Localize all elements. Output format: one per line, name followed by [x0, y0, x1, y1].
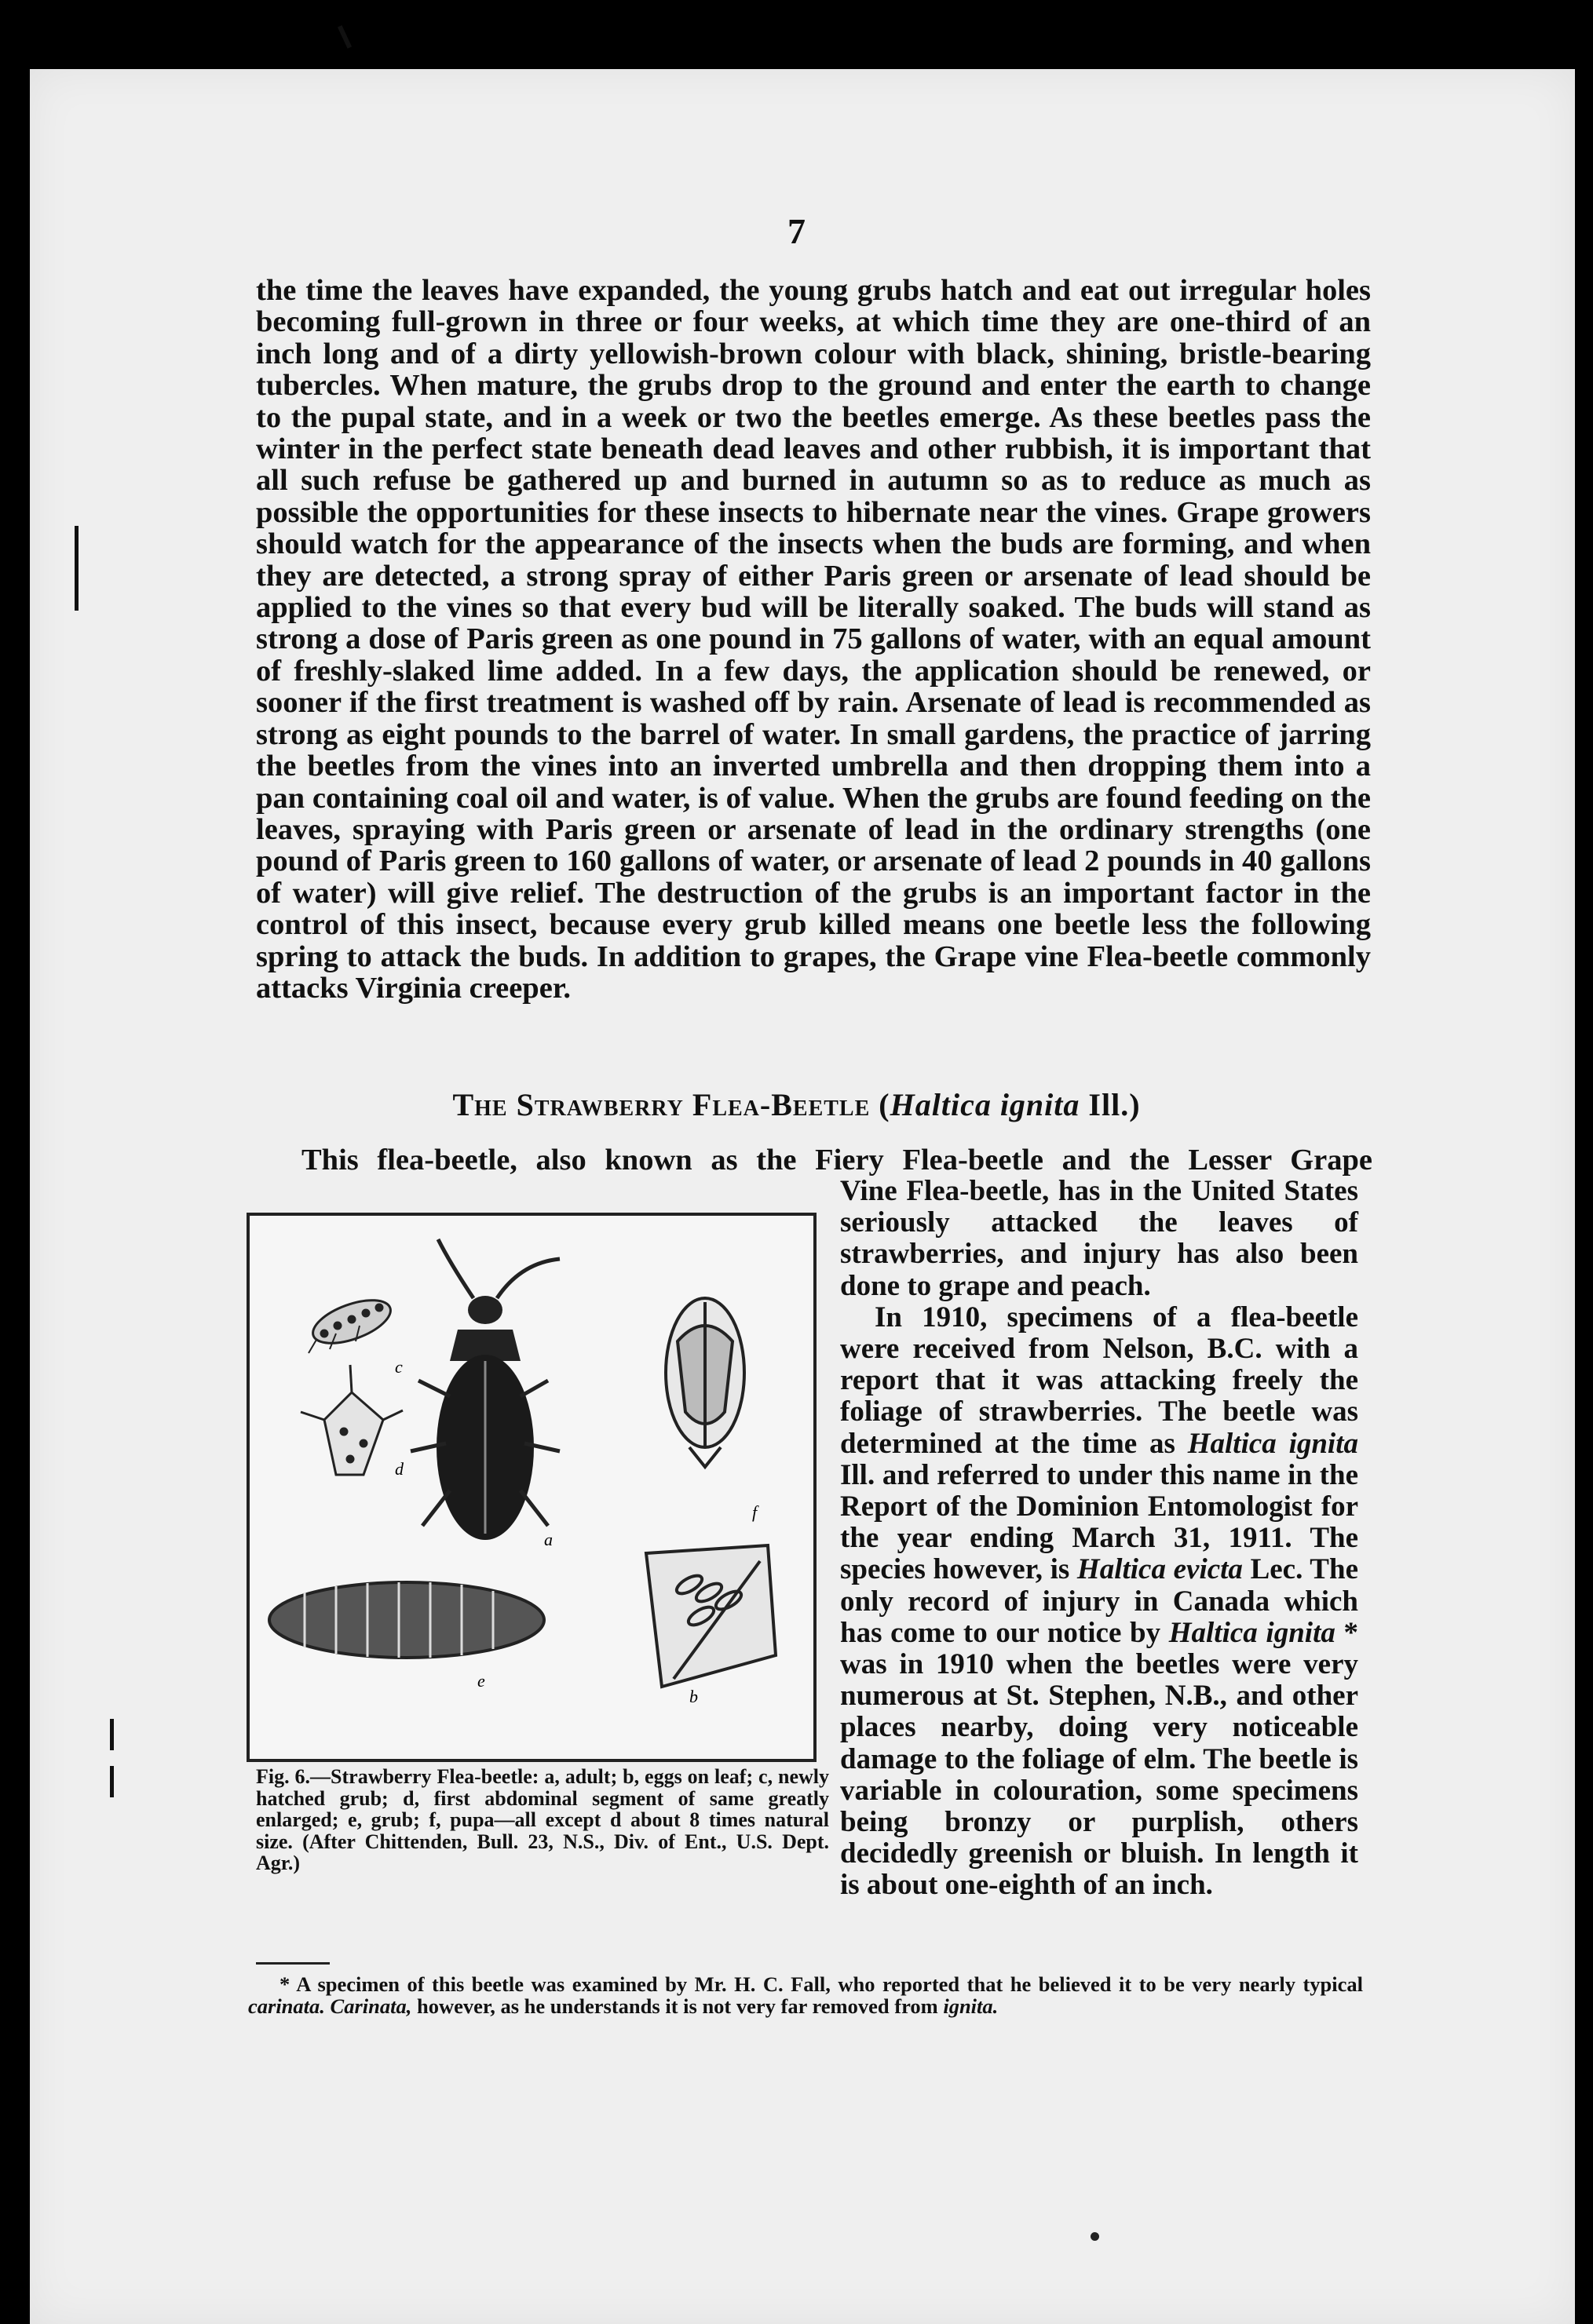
- right-column-text: [840, 1176, 1358, 1902]
- footnote-species: Carinata,: [330, 1994, 412, 2018]
- figure-label-f: f: [752, 1502, 758, 1522]
- footnote-species: ignita.: [943, 1994, 999, 2018]
- text-run: Lec. The only record of injury in Canada which has come to our notice by: [840, 1553, 1358, 1649]
- beetle-illustration: [250, 1216, 813, 1759]
- adult-beetle-illustration-a: [411, 1239, 560, 1540]
- scan-mark-left-3: [110, 1766, 114, 1797]
- species-name: Haltica evicta: [1076, 1553, 1243, 1586]
- page-number: 7: [787, 211, 806, 251]
- figure-label-c: c: [395, 1357, 403, 1377]
- heading-species: Haltica ignita: [890, 1087, 1080, 1122]
- footnote-text: [325, 1994, 331, 2018]
- body-paragraph: the time the leaves have expanded, the young grubs hatch and eat out irregular holes becoming full-grown in three or four weeks, at which time they are one-third of an inch long and of a dirty yellowish-brown colour with black, shining, bristle-bearing tubercles. When mature, the grubs drop to the ground and enter the earth to change to the pupal state, and in a week or two the beetles emerge. As these beetles pass the winter in the perfect state beneath dead leaves and other rubbish, it is important that all such refuse be gathered up and burned in autumn so as to reduce as much as possible the opportunities for these insects to hibernate near the vines. Grape growers should watch for the appearance of the insects when the buds are forming, and when they are detected, a strong spray of either Paris green or arsenate of lead should be applied to the vines so that every bud will be literally soaked. The buds will stand as strong a dose of Paris green as one pound in 75 gallons of water, with an equal amount of freshly-slaked lime added. In a few days, the application should be renewed, or sooner if the first treatment is washed off by rain. Arsenate of lead is recommended as strong as eight pounds to the barrel of water. In small gardens, the practice of jarring the beetles from the vines into an inverted umbrella and then dropping them into a pan containing coal oil and water, is of value. When the grubs are found feeding on the leaves, spraying with Paris green or arsenate of lead in the ordinary strengths (one pound of Paris green to 160 gallons of water, or arsenate of lead 2 pounds in 40 gallons of water) will give relief. The destruction of the grubs is an important factor in the control of this insect, because every grub killed means one beetle less the following spring to attack the buds. In addition to grapes, the Grape vine Flea-beetle commonly attacks Virginia creeper.: [256, 274, 1371, 1005]
- scan-mark-top: [338, 25, 352, 49]
- figure-label-a: a: [544, 1530, 553, 1549]
- grub-illustration-e: [269, 1582, 544, 1658]
- text-run: Ill. and referred to under this name in the Report of the Dominion Entomologist for the year ending March 31, 1911. The species however, is: [840, 1458, 1358, 1586]
- text-run: In 1910, specimens of a flea-beetle were received from Nelson, B.C. with a report that it was attacking freely the foliage of strawberries. The beetle was determined at the time as: [840, 1301, 1358, 1460]
- pupa-illustration-f: [666, 1298, 744, 1467]
- section-heading: [0, 1086, 1593, 1123]
- footnote-text: * A specimen of this beetle was examined by Mr. H. C. Fall, who reported that he believed it to be very nearly typical: [280, 1972, 1363, 1996]
- species-name: Haltica ignita: [1187, 1427, 1358, 1460]
- eggs-on-leaf-illustration-b: [646, 1545, 776, 1687]
- figure-label-b: b: [689, 1687, 698, 1706]
- figure-illustration: [247, 1213, 817, 1762]
- heading-open-paren: (: [879, 1087, 890, 1122]
- text-run: * was in 1910 when the beetles were very numerous at St. Stephen, N.B., and other places nearby, doing very noticeable damage to the foliage of elm. The beetle is variable in colouration, some specimens being bronzy or purplish, others decidedly greenish or bluish. In length it is about one-eighth of an inch.: [840, 1616, 1358, 1902]
- heading-author: Ill.): [1080, 1087, 1141, 1122]
- heading-title: The Strawberry Flea-Beetle: [452, 1087, 871, 1122]
- footnote-text: however, as he understands it is not very far removed from: [411, 1994, 944, 2018]
- right-column-paragraph-1: Vine Flea-beetle, has in the United States seriously attacked the leaves of strawberries, and injury has also been done to grape and peach.: [840, 1175, 1358, 1302]
- figure-label-d: d: [395, 1459, 404, 1479]
- intro-line: This flea-beetle, also known as the Fiery Flea-beetle and the Lesser Grape: [301, 1144, 1372, 1177]
- segment-illustration-d: [301, 1365, 403, 1475]
- scan-mark-left-2: [110, 1719, 114, 1750]
- figure-label-e: e: [477, 1671, 485, 1691]
- figure-caption: Fig. 6.—Strawberry Flea-beetle: a, adult; b, eggs on leaf; c, newly hatched grub; d, first abdominal segment of same greatly enlarged; e, grub; f, pupa—all except d about 8 times natural size. (After Chittenden, Bull. 23, N.S., Div. of Ent., U.S. Dept. Agr.): [256, 1765, 829, 1874]
- footnote: [248, 1973, 1363, 2017]
- footnote-species: carinata.: [248, 1994, 325, 2018]
- species-name: Haltica ignita: [1168, 1616, 1335, 1649]
- scan-mark-left-1: [75, 526, 79, 611]
- right-column-paragraph-2: [840, 1302, 1358, 1902]
- scan-dot: [1091, 2232, 1099, 2241]
- footnote-rule: [256, 1962, 330, 1965]
- larva-illustration-c: [308, 1292, 396, 1353]
